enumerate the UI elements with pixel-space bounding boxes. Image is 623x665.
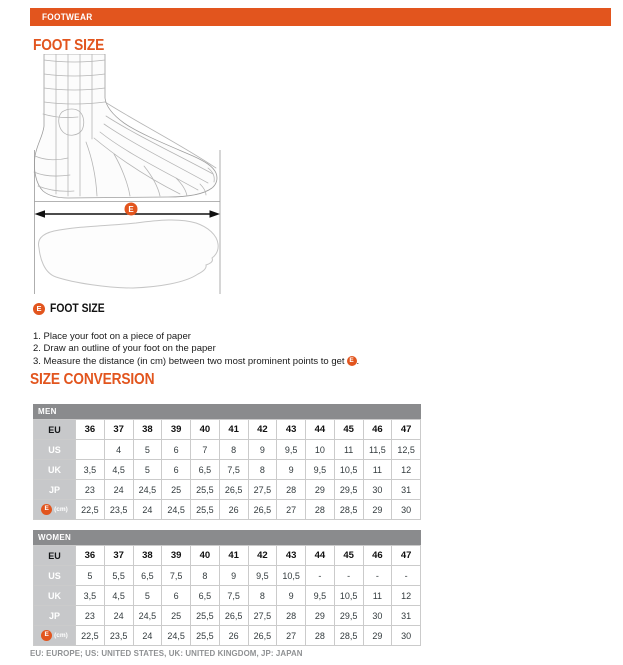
size-cell: 27,5 [248,606,277,626]
size-cell: 26 [219,500,248,520]
size-cell: 25 [162,606,191,626]
size-cell: 30 [363,606,392,626]
size-cell: 40 [191,546,220,566]
size-cell: 8 [219,440,248,460]
size-cell: 23 [76,480,105,500]
size-cell: 24,5 [133,606,162,626]
size-cell: 8 [191,566,220,586]
table-row-eu [34,420,421,440]
foot-diagram-svg [30,54,225,300]
size-cell: 6 [162,440,191,460]
size-cell: 6,5 [191,460,220,480]
size-cell: 44 [306,546,335,566]
row-label-uk: UK [34,586,76,606]
size-cell: 11 [363,460,392,480]
size-cell: - [306,566,335,586]
table-row-uk [34,460,421,480]
size-cell: 26,5 [248,500,277,520]
size-cell: 5 [76,566,105,586]
size-cell: 3,5 [76,586,105,606]
size-cell: 6 [162,586,191,606]
size-cell: 37 [104,546,133,566]
size-cell: 12,5 [392,440,421,460]
size-cell: 42 [248,546,277,566]
header-bar [30,8,611,26]
size-cell: 23 [76,606,105,626]
size-cell: 25,5 [191,500,220,520]
size-cell: 10 [306,440,335,460]
size-cell: 45 [334,546,363,566]
size-cell: 26,5 [219,606,248,626]
size-conversion-heading: SIZE CONVERSION [30,371,155,388]
size-cell: 29 [363,626,392,646]
size-cell: 26,5 [248,626,277,646]
row-unit: (cm) [54,632,68,640]
size-cell: 25 [162,480,191,500]
size-cell: 24,5 [133,480,162,500]
foot-size-heading: FOOT SIZE [33,37,105,54]
size-cell: 43 [277,420,306,440]
size-cell: 12 [392,586,421,606]
size-cell: 39 [162,420,191,440]
size-cell: 9,5 [277,440,306,460]
size-cell: 24 [133,626,162,646]
size-cell: 9 [277,586,306,606]
size-cell: 10,5 [277,566,306,586]
size-cell: 28,5 [334,626,363,646]
size-cell: 47 [392,420,421,440]
size-cell: 24,5 [162,626,191,646]
e-measure-icon: E [347,356,357,366]
foot-size-label-text: FOOT SIZE [50,303,105,315]
size-cell: 4,5 [104,460,133,480]
size-cell: - [334,566,363,586]
size-cell: 24,5 [162,500,191,520]
size-cell: 22,5 [76,500,105,520]
size-cell: 30 [392,500,421,520]
row-label-jp: JP [34,480,76,500]
table-row-us [34,440,421,460]
e-measure-icon: E [41,504,52,515]
instruction-step [33,343,359,356]
size-cell: 7,5 [162,566,191,586]
size-cell: 30 [392,626,421,646]
size-cell: 8 [248,586,277,606]
size-cell: 41 [219,420,248,440]
table-row-uk [34,586,421,606]
instruction-text: 2. Draw an outline of your foot on the paper [33,343,216,355]
size-cell: 23,5 [104,500,133,520]
foot-sole-outline [39,220,219,288]
instruction-suffix: . [356,355,360,367]
size-cell: 29 [363,500,392,520]
size-cell: 4,5 [104,586,133,606]
size-cell: 3,5 [76,460,105,480]
size-cell: 47 [392,546,421,566]
size-cell: 24 [104,480,133,500]
size-cell: 29 [306,480,335,500]
row-label-uk: UK [34,460,76,480]
row-label-jp: JP [34,606,76,626]
size-cell: 5 [133,460,162,480]
size-cell: 8 [248,460,277,480]
size-cell: 45 [334,420,363,440]
footer-legend: EU: EUROPE; US: UNITED STATES, UK: UNITED KINGDOM, JP: JAPAN [30,648,303,658]
size-cell: 11,5 [363,440,392,460]
table-row-eu [34,546,421,566]
size-cell: 23,5 [104,626,133,646]
size-cell: 24 [133,500,162,520]
size-cell: 6,5 [191,586,220,606]
size-cell: 9,5 [248,566,277,586]
size-cell: - [363,566,392,586]
size-cell: 7,5 [219,586,248,606]
foot-size-label [33,303,111,315]
size-conversion-tables [33,404,421,656]
size-cell: 38 [133,546,162,566]
size-cell: 24 [104,606,133,626]
size-cell: 7 [191,440,220,460]
size-cell: 36 [76,546,105,566]
size-cell: 38 [133,420,162,440]
size-cell: 46 [363,546,392,566]
size-cell: 5 [133,440,162,460]
size-cell: 44 [306,420,335,440]
size-cell: 25,5 [191,626,220,646]
size-cell: 6 [162,460,191,480]
size-cell: 4 [104,440,133,460]
size-cell: 11 [363,586,392,606]
size-cell: 37 [104,420,133,440]
instruction-text: 3. Measure the distance (in cm) between two most prominent points to get [33,355,345,367]
row-label-eu: EU [34,420,76,440]
size-cell: 28 [277,606,306,626]
size-cell: 28 [306,500,335,520]
size-cell: 29,5 [334,480,363,500]
instruction-text: 1. Place your foot on a piece of paper [33,330,191,342]
size-cell: 22,5 [76,626,105,646]
e-measure-icon: E [41,630,52,641]
row-label-e [34,626,76,646]
size-cell: 7,5 [219,460,248,480]
size-cell: 6,5 [133,566,162,586]
table-row-e [34,500,421,520]
size-cell: 39 [162,546,191,566]
size-cell: 9,5 [306,460,335,480]
table-caption: MEN [33,404,421,419]
table-caption: WOMEN [33,530,421,545]
svg-text:E: E [128,205,134,214]
size-cell: 29 [306,606,335,626]
size-cell: - [392,566,421,586]
row-label-e [34,500,76,520]
size-cell: 27 [277,500,306,520]
size-cell: 26 [219,626,248,646]
size-cell: 28,5 [334,500,363,520]
size-cell [76,440,105,460]
size-cell: 27 [277,626,306,646]
size-cell: 40 [191,420,220,440]
size-cell: 36 [76,420,105,440]
size-cell: 25,5 [191,480,220,500]
e-marker-icon [125,203,138,216]
size-cell: 26,5 [219,480,248,500]
conversion-table [33,419,421,520]
size-cell: 31 [392,480,421,500]
row-unit: (cm) [54,506,68,514]
table-row-jp [34,480,421,500]
size-cell: 9,5 [306,586,335,606]
row-label-eu: EU [34,546,76,566]
row-label-us: US [34,440,76,460]
row-label-us: US [34,566,76,586]
size-cell: 10,5 [334,586,363,606]
header-title: FOOTWEAR [41,12,93,22]
table-row-jp [34,606,421,626]
size-cell: 30 [363,480,392,500]
size-cell: 31 [392,606,421,626]
size-cell: 5 [133,586,162,606]
instruction-step [33,330,359,343]
size-table-men [33,404,421,520]
table-row-e [34,626,421,646]
size-cell: 42 [248,420,277,440]
instruction-step [33,355,359,368]
size-cell: 28 [277,480,306,500]
wireframe-foot [34,54,217,198]
size-table-women [33,530,421,646]
size-cell: 9 [277,460,306,480]
size-cell: 41 [219,546,248,566]
size-cell: 27,5 [248,480,277,500]
foot-measurement-illustration [30,54,225,300]
size-cell: 28 [306,626,335,646]
size-cell: 9 [219,566,248,586]
table-row-us [34,566,421,586]
size-cell: 46 [363,420,392,440]
size-cell: 11 [334,440,363,460]
size-cell: 10,5 [334,460,363,480]
size-cell: 25,5 [191,606,220,626]
size-cell: 9 [248,440,277,460]
size-cell: 43 [277,546,306,566]
conversion-table [33,545,421,646]
size-cell: 29,5 [334,606,363,626]
size-cell: 5,5 [104,566,133,586]
measuring-instructions [33,330,359,368]
e-measure-icon: E [33,303,45,315]
size-cell: 12 [392,460,421,480]
